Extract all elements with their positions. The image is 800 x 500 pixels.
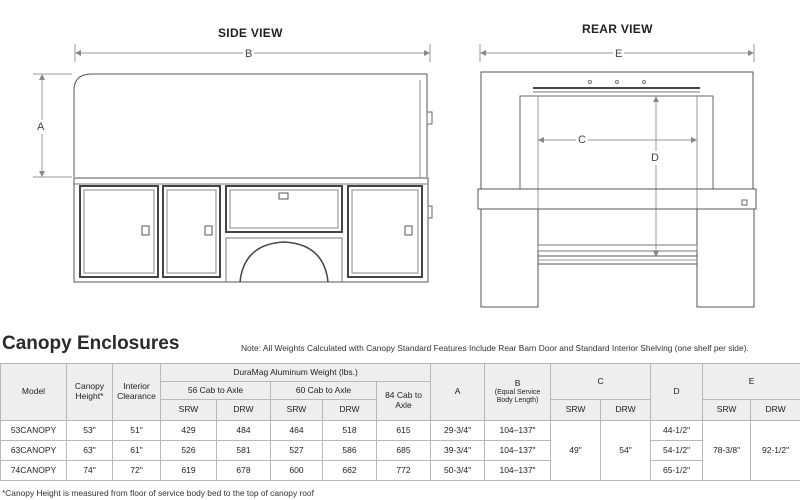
dim-a-label: A [37,121,45,133]
header-drw-c: DRW [601,400,651,421]
cell-model: 53CANOPY [1,421,67,441]
cell-a: 50-3/4" [431,461,485,481]
header-drw-60: DRW [323,400,377,421]
cell-drw60: 518 [323,421,377,441]
header-canopy-height: Canopy Height* [67,364,113,421]
rear-view-title: REAR VIEW [582,22,653,36]
cell-e-srw: 78-3/8" [703,421,751,481]
header-b-sub: (Equal Service Body Length) [494,388,541,404]
cell-model: 74CANOPY [1,461,67,481]
table-row [1,421,800,441]
cell-interior-clearance: 51" [113,421,161,441]
table-row [1,461,800,481]
header-c: C [551,364,651,400]
header-cab84: 84 Cab to Axle [377,382,431,421]
header-srw-60: SRW [271,400,323,421]
weights-note: Note: All Weights Calculated with Canopy Standard Features Include Rear Barn Door and Standard Interior Shelving (one shelf per side). [241,343,749,353]
header-srw-e: SRW [703,400,751,421]
cell-d: 44-1/2" [651,421,703,441]
cell-a: 39-3/4" [431,441,485,461]
cell-e-drw: 92-1/2" [751,421,800,481]
cell-cab84: 615 [377,421,431,441]
cell-interior-clearance: 72" [113,461,161,481]
cell-cab84: 685 [377,441,431,461]
cell-srw60: 527 [271,441,323,461]
cell-drw56: 678 [217,461,271,481]
cell-srw56: 429 [161,421,217,441]
cell-d: 54-1/2" [651,441,703,461]
cell-b: 104–137" [485,421,551,441]
header-model: Model [1,364,67,421]
cell-c-srw: 49" [551,421,601,481]
cell-drw60: 586 [323,441,377,461]
cell-interior-clearance: 61" [113,441,161,461]
spec-table [0,363,800,481]
cell-canopy-height: 74" [67,461,113,481]
dim-d-label: D [651,152,659,164]
cell-b: 104–137" [485,441,551,461]
cell-drw60: 662 [323,461,377,481]
cell-drw56: 484 [217,421,271,441]
cell-canopy-height: 63" [67,441,113,461]
canopy-height-footnote: *Canopy Height is measured from floor of service body bed to the top of canopy roof [2,488,314,498]
header-b-letter: B [514,378,521,389]
header-weight-group: DuraMag Aluminum Weight (lbs.) [161,364,431,382]
cell-srw60: 464 [271,421,323,441]
cell-drw56: 581 [217,441,271,461]
header-d: D [651,364,703,421]
header-cab56: 56 Cab to Axle [161,382,271,400]
header-a: A [431,364,485,421]
cell-model: 63CANOPY [1,441,67,461]
header-cab60: 60 Cab to Axle [271,382,377,400]
header-srw-56: SRW [161,400,217,421]
side-view-title: SIDE VIEW [218,26,283,40]
rear-view [478,44,756,307]
cell-srw56: 619 [161,461,217,481]
header-b [485,364,551,421]
cell-canopy-height: 53" [67,421,113,441]
dim-e-label: E [615,48,623,60]
header-interior-clearance: Interior Clearance [113,364,161,421]
cell-srw60: 600 [271,461,323,481]
cell-b: 104–137" [485,461,551,481]
section-title: Canopy Enclosures [2,333,180,354]
side-view [33,44,432,282]
dim-c-label: C [578,134,586,146]
dim-b-label: B [245,48,253,60]
table-row [1,441,800,461]
header-e: E [703,364,800,400]
header-drw-56: DRW [217,400,271,421]
cell-c-drw: 54" [601,421,651,481]
cell-d: 65-1/2" [651,461,703,481]
header-srw-c: SRW [551,400,601,421]
cell-srw56: 526 [161,441,217,461]
header-drw-e: DRW [751,400,800,421]
cell-cab84: 772 [377,461,431,481]
cell-a: 29-3/4" [431,421,485,441]
